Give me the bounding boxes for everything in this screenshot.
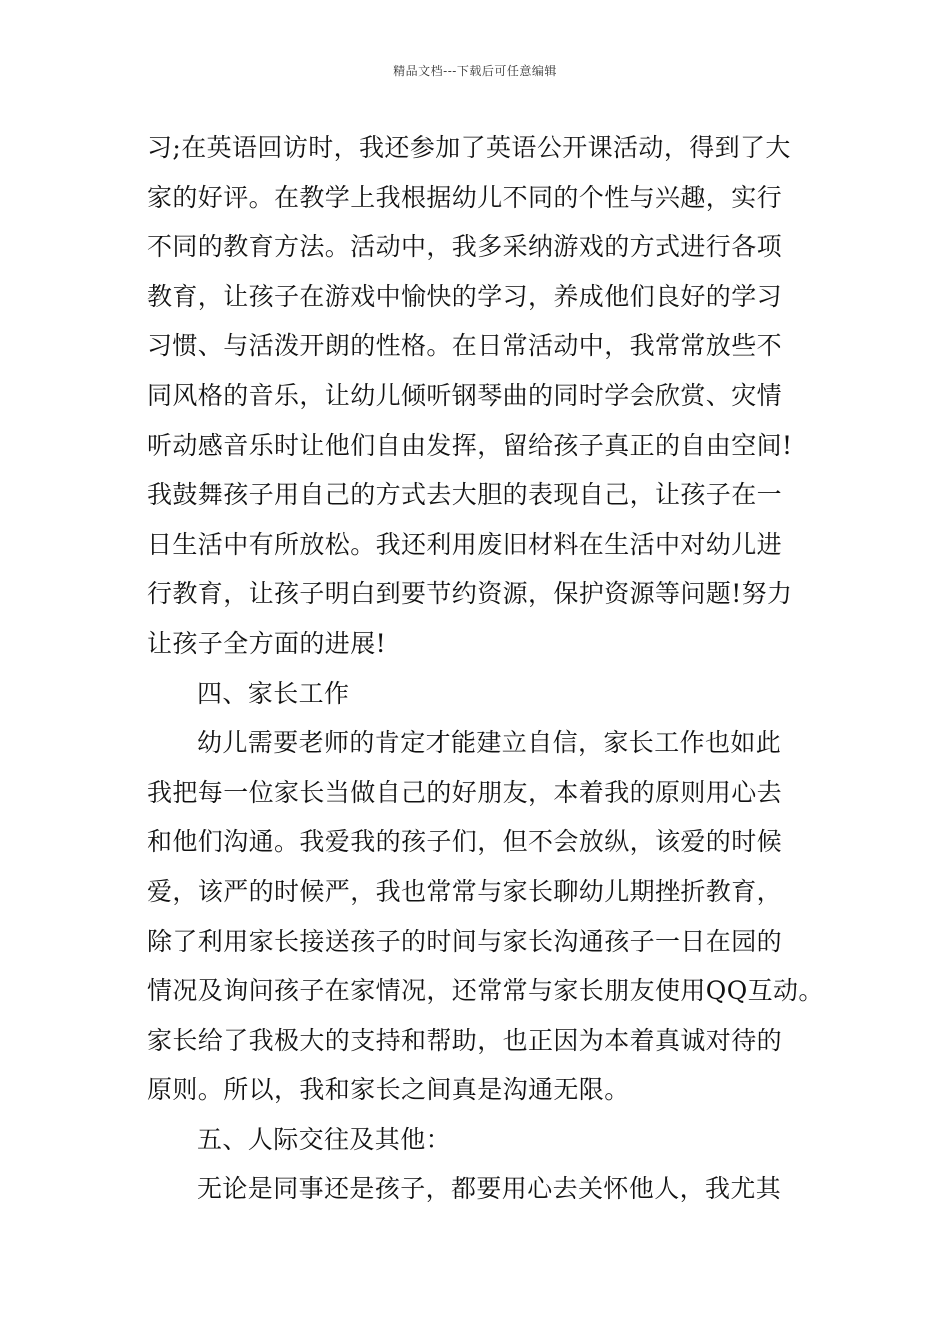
text-line: 幼儿需要老师的肯定才能建立自信，家长工作也如此	[197, 728, 782, 758]
text-line: 和他们沟通。我爱我的孩子们，但不会放纵，该爱的时候	[147, 827, 783, 857]
text-line: 除了利用家长接送孩子的时间与家长沟通孩子一日在园的	[147, 926, 783, 956]
text-line: 原则。所以，我和家长之间真是沟通无限。	[147, 1075, 630, 1105]
text-line: 五、人际交往及其他：	[197, 1124, 452, 1154]
text-line: 四、家长工作	[197, 678, 350, 708]
text-line: 不同的教育方法。活动中，我多采纳游戏的方式进行各项	[147, 232, 783, 262]
document-body	[147, 123, 847, 1214]
text-line: 习惯、与活泼开朗的性格。在日常活动中，我常常放些不	[147, 331, 783, 361]
text-line: 家的好评。在教学上我根据幼儿不同的个性与兴趣，实行	[147, 182, 783, 212]
page-header: 精品文档---下载后可任意编辑	[393, 64, 557, 78]
text-line: 情况及询问孩子在家情况，还常常与家长朋友使用QQ互动。	[147, 976, 824, 1006]
text-line: 家长给了我极大的支持和帮助，也正因为本着真诚对待的	[147, 1025, 783, 1055]
text-line: 同风格的音乐，让幼儿倾听钢琴曲的同时学会欣赏、灾情	[147, 380, 783, 410]
text-line: 我鼓舞孩子用自己的方式去大胆的表现自己，让孩子在一	[147, 480, 783, 510]
text-line: 爱，该严的时候严，我也常常与家长聊幼儿期挫折教育，	[147, 876, 783, 906]
text-line: 让孩子全方面的进展!	[147, 628, 387, 658]
text-line: 日生活中有所放松。我还利用废旧材料在生活中对幼儿进	[147, 529, 783, 559]
text-line: 行教育，让孩子明白到要节约资源，保护资源等问题!努力	[147, 579, 793, 609]
text-line: 习;在英语回访时，我还参加了英语公开课活动，得到了大	[147, 133, 791, 162]
text-line: 教育，让孩子在游戏中愉快的学习，养成他们良好的学习	[147, 281, 783, 311]
text-line: 听动感音乐时让他们自由发挥，留给孩子真正的自由空间!	[147, 430, 793, 460]
text-line: 无论是同事还是孩子，都要用心去关怀他人，我尤其	[197, 1174, 782, 1204]
text-line: 我把每一位家长当做自己的好朋友，本着我的原则用心去	[147, 777, 783, 807]
